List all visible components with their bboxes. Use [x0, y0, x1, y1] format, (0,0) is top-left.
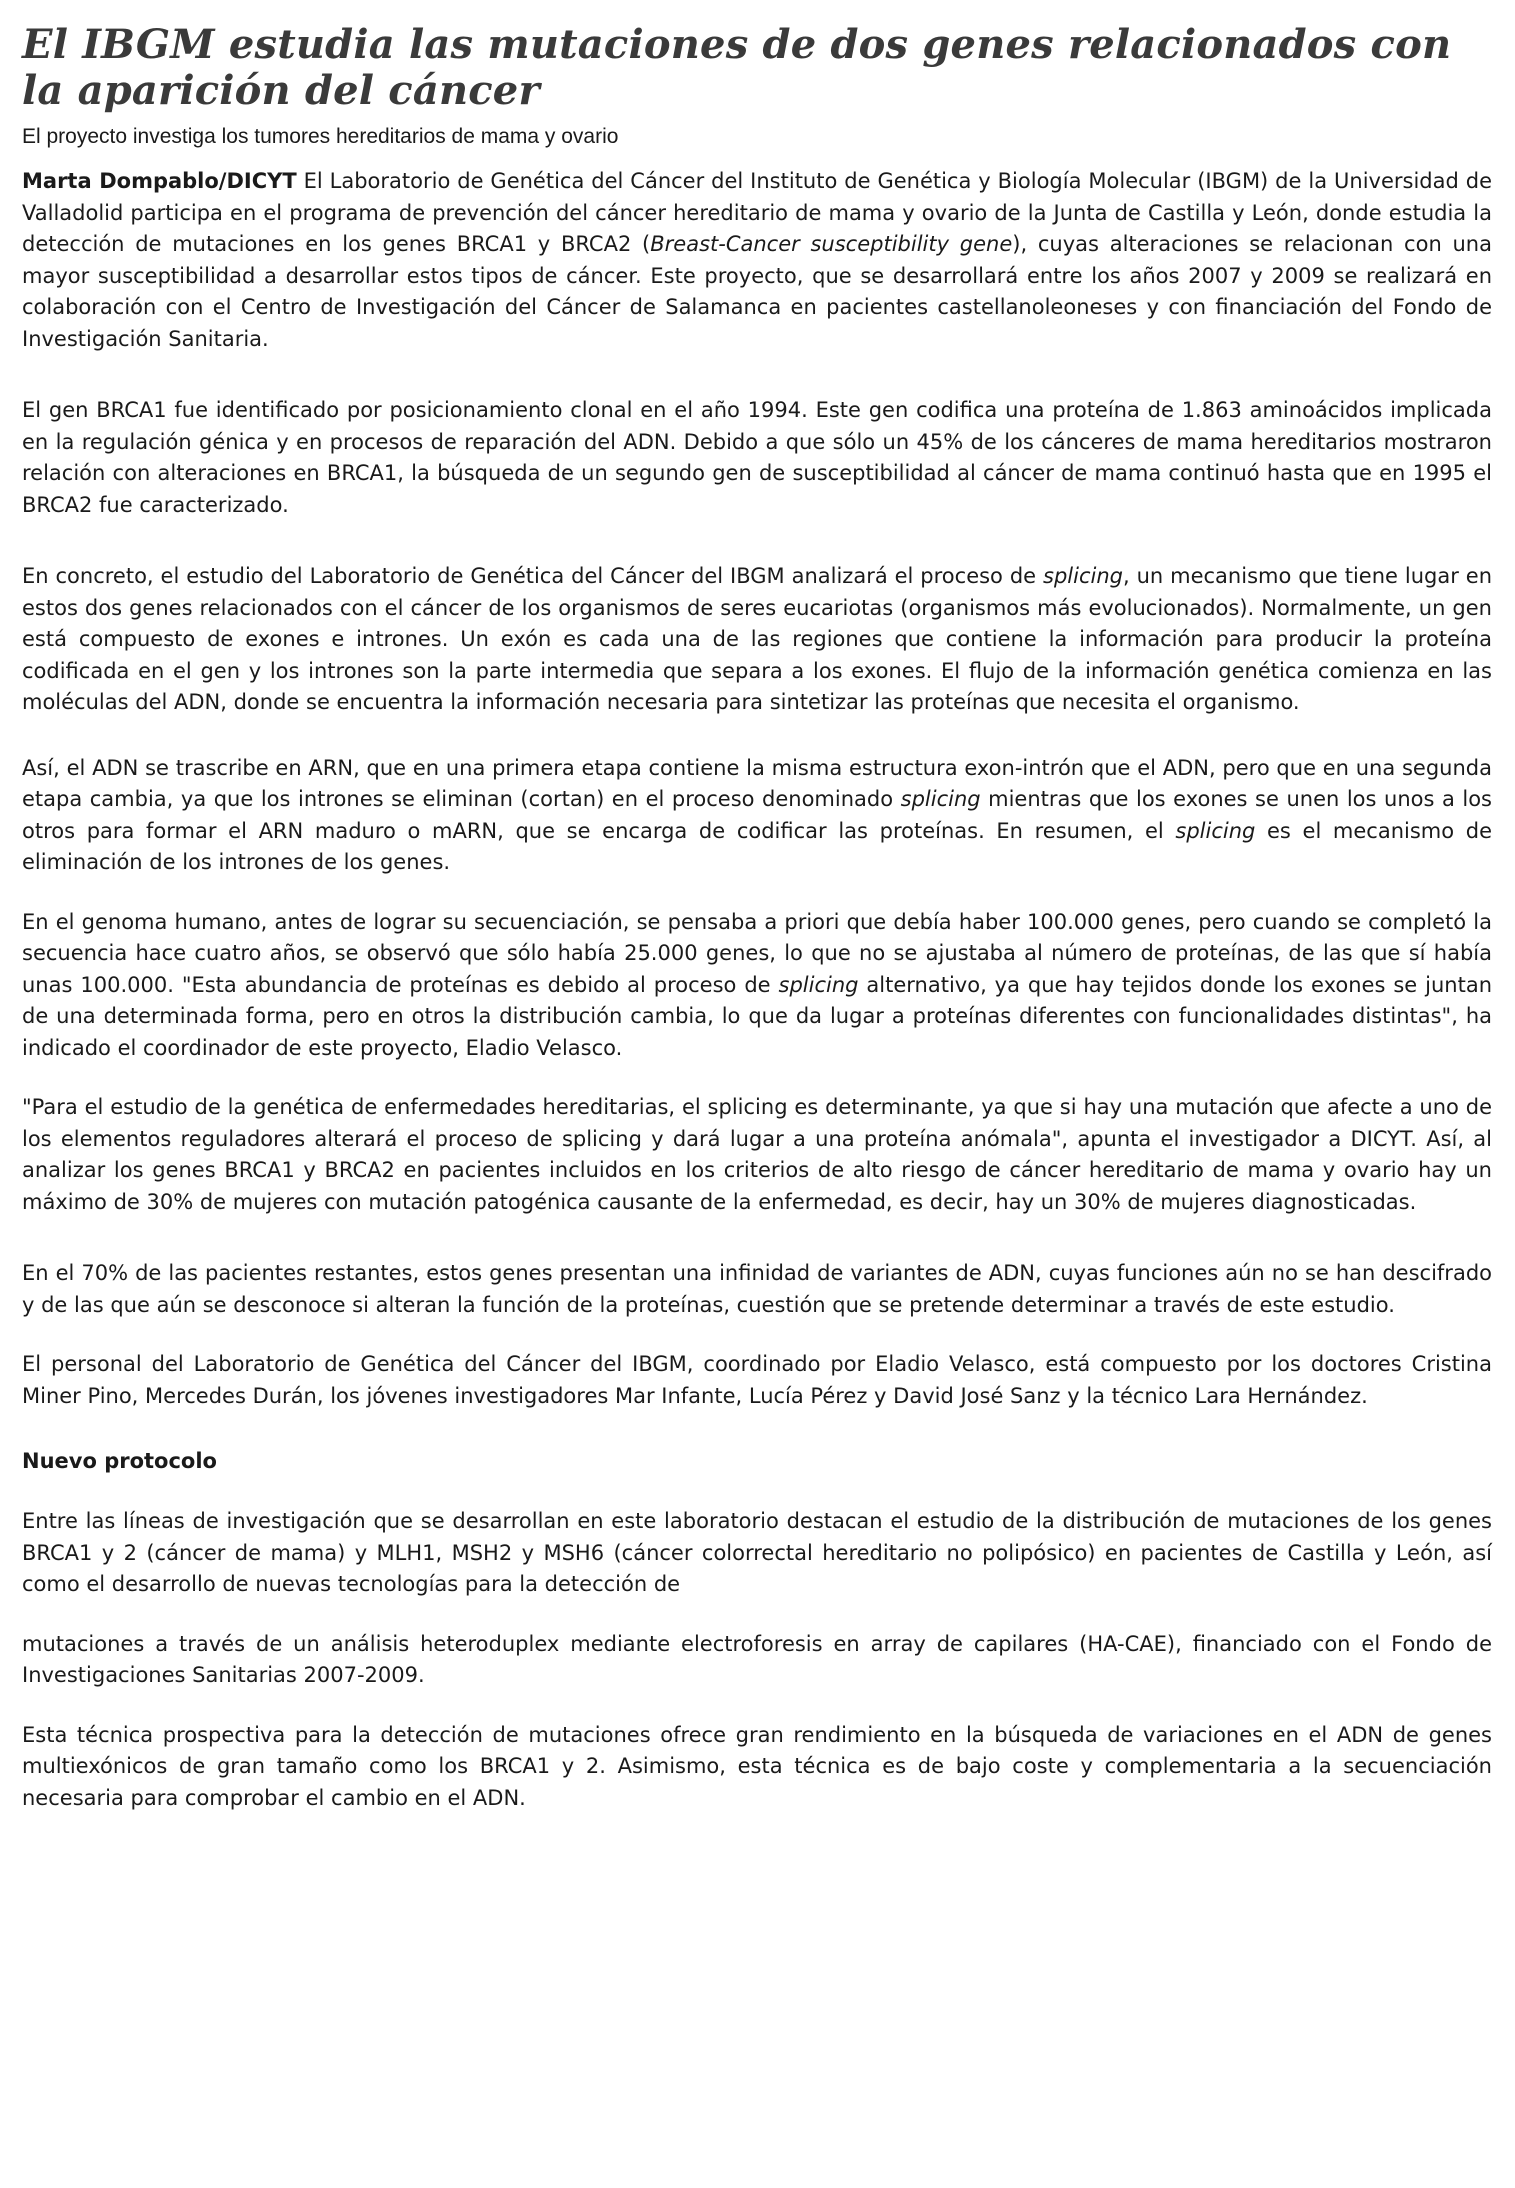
byline: Marta Dompablo/DICYT — [22, 169, 297, 193]
paragraph-4-italic-2: splicing — [1175, 818, 1256, 843]
paragraph-4-b: mientras que los exones se unen los unos a los otros para formar el ARN maduro o mARN, que se encarga de codificar las proteínas. En resumen, el — [22, 787, 1493, 843]
paragraph-3-a: En concreto, el estudio del Laboratorio de Genética del Cáncer del IBGM analizará el proceso de — [22, 564, 1044, 588]
paragraph-3-b: , un mecanismo que tiene lugar en estos dos genes relacionados con el cáncer de los organismos de seres eucariotas (organismos más evolucionados). Normalmente, un gen está compuesto de exones e intrones. Un exón es cada una de las regiones que contiene la información para producir la proteína codificada en el gen y los intrones son la parte intermedia que separa a los exones. El flujo de la información genética comienza en las moléculas del ADN, donde se encuentra la información necesaria para sintetizar las proteínas que necesita el organismo. — [22, 564, 1492, 714]
paragraph-1-italic: Breast-Cancer susceptibility gene — [650, 232, 1013, 256]
paragraph-10: mutaciones a través de un análisis heteroduplex mediante electroforesis en array de capilares (HA-CAE), financiado con el Fondo de Investigaciones Sanitarias 2007-2009. — [22, 1631, 1492, 1687]
paragraph-3 — [22, 561, 1492, 719]
article — [22, 22, 1492, 1814]
paragraph-4-c: es el mecanismo de eliminación de los intrones de los genes. — [22, 818, 1493, 874]
paragraph-1-b: ), cuyas alteraciones se relacionan con una mayor susceptibilidad a desarrollar estos tipos de cáncer. Este proyecto, que se desarrollará entre los años 2007 y 2009 se realizará en colaboración con el Centro de Investigación del Cáncer de Salamanca en pacientes castellanoleoneses y con financiación del Fondo de Investigación Sanitaria. — [22, 232, 1492, 351]
paragraph-3-italic: splicing — [1043, 564, 1123, 588]
paragraph-1-a: El Laboratorio de Genética del Cáncer del Instituto de Genética y Biología Molecular (IBGM) de la Universidad de Valladolid participa en el programa de prevención del cáncer hereditario de mama y ovario de la Junta de Castilla y León, donde estudia la detección de mutaciones en los genes BRCA1 y BRCA2 ( — [22, 169, 1493, 256]
paragraph-5-a: En el genoma humano, antes de lograr su secuenciación, se pensaba a priori que debía haber 100.000 genes, pero cuando se completó la secuencia hace cuatro años, se observó que sólo había 25.000 genes, lo que no se ajustaba al número de proteínas, de las que sí había unas 100.000. "Esta abundancia de proteínas es debido al proceso de — [22, 909, 1492, 997]
paragraph-6: "Para el estudio de la genética de enfermedades hereditarias, el splicing es determinante, ya que si hay una mutación que afecte a uno de los elementos reguladores alterará el proceso de splicing y dará lugar a una proteína anómala", apunta el investigador a DICYT. Así, al analizar los genes BRCA1 y BRCA2 en pacientes incluidos en los criterios de alto riesgo de cáncer hereditario de mama y ovario hay un máximo de 30% de mujeres con mutación patogénica causante de la enfermedad, es decir, hay un 30% de mujeres diagnosticadas. — [22, 1095, 1492, 1214]
paragraph-8: El personal del Laboratorio de Genética del Cáncer del IBGM, coordinado por Eladio Velasco, está compuesto por los doctores Cristina Miner Pino, Mercedes Durán, los jóvenes investigadores Mar Infante, Lucía Pérez y David José Sanz y la técnico Lara Hernández. — [22, 1352, 1492, 1408]
paragraph-4-a: Así, el ADN se trascribe en ARN, que en una primera etapa contiene la misma estructura exon-intrón que el ADN, pero que en una segunda etapa cambia, ya que los intrones se eliminan (cortan) en el proceso denominado — [22, 755, 1492, 811]
subtitle: El proyecto investiga los tumores hereditarios de mama y ovario — [22, 125, 619, 148]
paragraph-9: Entre las líneas de investigación que se desarrollan en este laboratorio destacan el estudio de la distribución de mutaciones de los genes BRCA1 y 2 (cáncer de mama) y MLH1, MSH2 y MSH6 (cáncer colorrectal hereditario no polipósico) en pacientes de Castilla y León, así como el desarrollo de nuevas tecnologías para la detección de — [22, 1509, 1492, 1596]
paragraph-4-italic-1: splicing — [900, 787, 981, 811]
paragraph-1 — [22, 166, 1492, 355]
paragraph-4 — [22, 753, 1492, 879]
paragraph-5-b: alternativo, ya que hay tejidos donde los exones se juntan de una determinada forma, pero en otros la distribución cambia, lo que da lugar a proteínas diferentes con funcionalidades distintas", ha indicado el coordinador de este proyecto, Eladio Velasco. — [22, 972, 1493, 1060]
paragraph-5-italic: splicing — [778, 972, 859, 997]
headline: El IBGM estudia las mutaciones de dos genes relacionados con la aparición del cáncer — [22, 21, 1452, 114]
article-body — [22, 166, 1492, 1814]
paragraph-5 — [22, 907, 1492, 1065]
section-heading: Nuevo protocolo — [22, 1449, 217, 1473]
paragraph-7: En el 70% de las pacientes restantes, estos genes presentan una infinidad de variantes de ADN, cuyas funciones aún no se han descifrado y de las que aún se desconoce si alteran la función de la proteínas, cuestión que se pretende determinar a través de este estudio. — [22, 1261, 1492, 1317]
paragraph-2: El gen BRCA1 fue identificado por posicionamiento clonal en el año 1994. Este gen codifica una proteína de 1.863 aminoácidos implicada en la regulación génica y en procesos de reparación del ADN. Debido a que sólo un 45% de los cánceres de mama hereditarios mostraron relación con alteraciones en BRCA1, la búsqueda de un segundo gen de susceptibilidad al cáncer de mama continuó hasta que en 1995 el BRCA2 fue caracterizado. — [22, 398, 1492, 517]
paragraph-11: Esta técnica prospectiva para la detección de mutaciones ofrece gran rendimiento en la búsqueda de variaciones en el ADN de genes multiexónicos de gran tamaño como los BRCA1 y 2. Asimismo, esta técnica es de bajo coste y complementaria a la secuenciación necesaria para comprobar el cambio en el ADN. — [22, 1722, 1492, 1810]
